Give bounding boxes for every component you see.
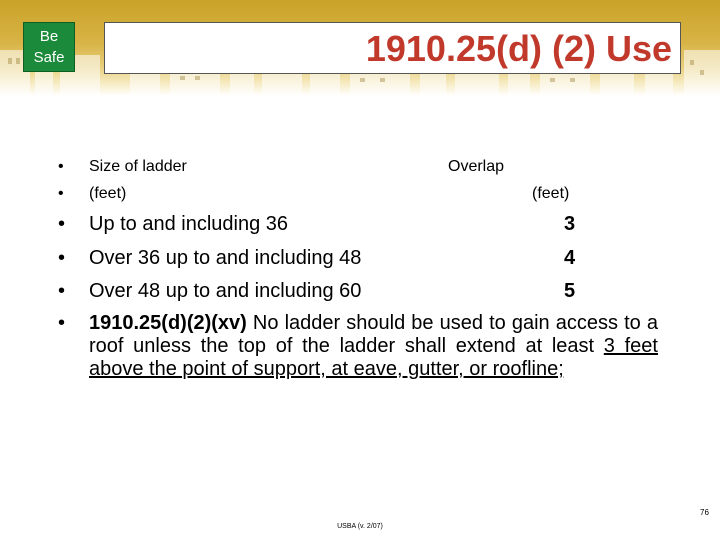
header-overlap-label: Overlap [448,158,505,175]
bullet: • [58,185,64,202]
bullet: • [58,312,66,334]
bullet: • [58,158,64,175]
page-number: 76 [700,508,709,517]
slide-title: 1910.25(d) (2) Use [365,28,672,69]
bullet: • [58,213,66,235]
regulation-paragraph [89,312,658,381]
bullet: • [58,247,66,269]
be-safe-logo [23,22,75,72]
regulation-citation: 1910.25(d)(2)(xv) [89,312,247,334]
footer-text: USBA (v. 2/07) [337,523,383,530]
units-size-label: (feet) [89,185,127,202]
overlap-value: 4 [564,247,576,269]
ladder-size: Over 48 up to and including 60 [89,280,362,302]
units-overlap-label: (feet) [532,185,570,202]
header-size-label: Size of ladder [89,158,187,175]
bullet: • [58,280,66,302]
regulation-text: No ladder should be used to gain access to a roof unless the top of the ladder shall extend at least [89,312,658,357]
logo-line-1: Be [39,28,59,45]
overlap-value: 5 [564,280,576,302]
ladder-size: Over 36 up to and including 48 [89,247,362,269]
ladder-size: Up to and including 36 [89,213,289,235]
regulation-underlined-text: 3 feet above the point of support, at eave, gutter, or roofline; [89,335,658,380]
overlap-value: 3 [564,213,576,235]
title-box [104,22,681,74]
logo-line-2: Safe [33,49,65,66]
